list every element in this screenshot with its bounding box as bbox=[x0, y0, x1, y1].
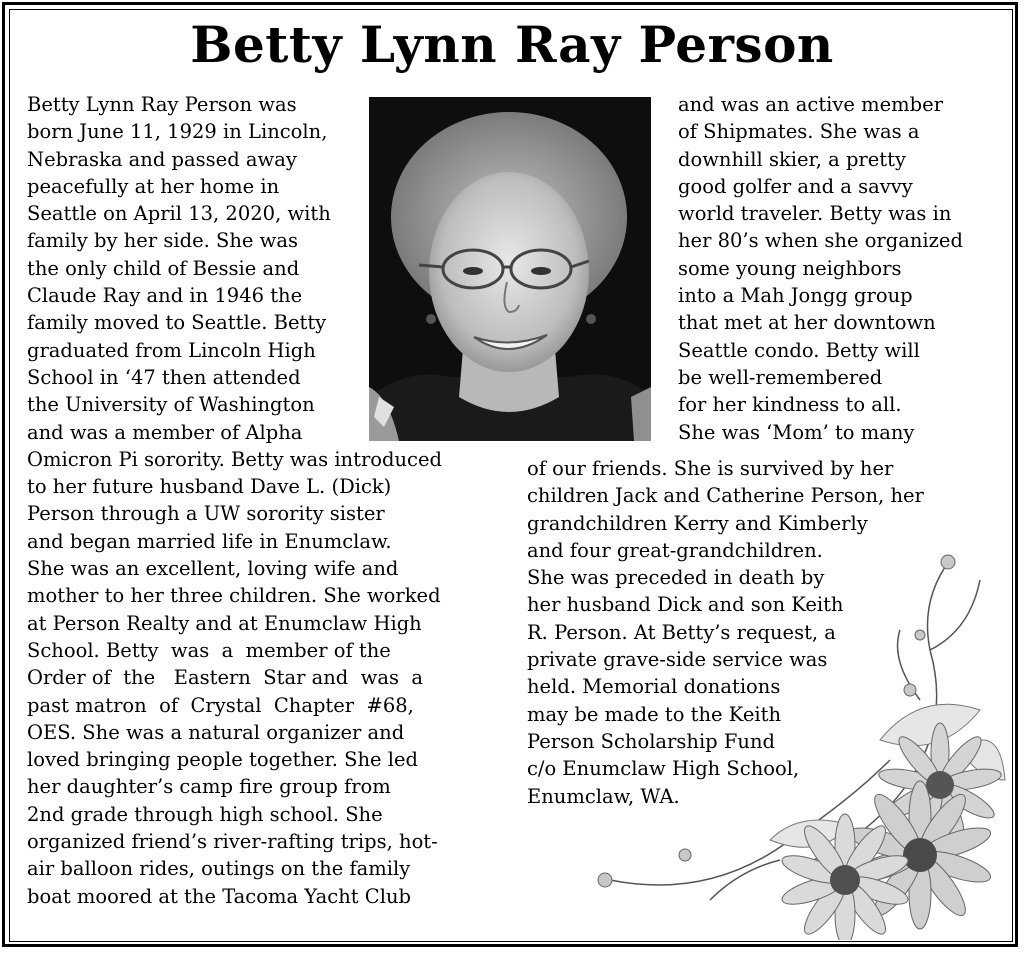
text-line: graduated from Lincoln High bbox=[27, 338, 316, 362]
text-line: good golfer and a savvy bbox=[678, 174, 913, 198]
text-line: OES. She was a natural organizer and bbox=[27, 720, 405, 744]
text-line: 2nd grade through high school. She bbox=[27, 802, 383, 826]
text-line: family moved to Seattle. Betty bbox=[27, 311, 327, 335]
text-line: some young neighbors bbox=[678, 256, 902, 280]
text-line: Order of the Eastern Star and was a bbox=[27, 666, 424, 690]
text-line: past matron of Crystal Chapter #68, bbox=[27, 693, 414, 717]
portrait-photo bbox=[369, 97, 651, 441]
obituary-title: Betty Lynn Ray Person bbox=[190, 15, 834, 74]
text-line: of Shipmates. She was a bbox=[678, 120, 920, 144]
text-line: Person through a UW sorority sister bbox=[27, 502, 385, 526]
text-line: and four great-grandchildren. bbox=[527, 538, 823, 562]
text-line: her daughter’s camp fire group from bbox=[27, 775, 391, 799]
text-line: boat moored at the Tacoma Yacht Club bbox=[27, 884, 411, 908]
text-line: family by her side. She was bbox=[27, 229, 298, 253]
portrait-image bbox=[369, 97, 651, 441]
text-line: She was preceded in death by bbox=[527, 566, 825, 590]
text-line: Seattle condo. Betty will bbox=[678, 338, 920, 362]
text-line: to her future husband Dave L. (Dick) bbox=[27, 475, 392, 499]
text-line: and was a member of Alpha bbox=[27, 420, 303, 444]
text-line: loved bringing people together. She led bbox=[27, 748, 419, 772]
floral-corner-icon bbox=[590, 540, 1010, 940]
text-line: downhill skier, a pretty bbox=[678, 147, 906, 171]
text-line: for her kindness to all. bbox=[678, 393, 902, 417]
text-line: born June 11, 1929 in Lincoln, bbox=[27, 120, 328, 144]
text-line: organized friend’s river-rafting trips, hot- bbox=[27, 830, 438, 854]
text-line: at Person Realty and at Enumclaw High bbox=[27, 611, 422, 635]
text-line: Nebraska and passed away bbox=[27, 147, 297, 171]
text-line: her husband Dick and son Keith bbox=[527, 593, 844, 617]
text-line: the only child of Bessie and bbox=[27, 256, 300, 280]
text-line: c/o Enumclaw High School, bbox=[527, 757, 800, 781]
text-line: Seattle on April 13, 2020, with bbox=[27, 202, 331, 226]
right-text-column-top bbox=[678, 91, 963, 446]
text-line: Enumclaw, WA. bbox=[527, 784, 680, 808]
text-line: and was an active member bbox=[678, 93, 944, 116]
text-line: and began married life in Enumclaw. bbox=[27, 529, 392, 553]
text-line: may be made to the Keith bbox=[527, 702, 782, 726]
text-line: School. Betty was a member of the bbox=[27, 638, 391, 662]
text-line: the University of Washington bbox=[27, 393, 315, 417]
text-line: air balloon rides, outings on the family bbox=[27, 857, 411, 881]
text-line: held. Memorial donations bbox=[527, 675, 781, 699]
text-line: School in ‘47 then attended bbox=[27, 365, 301, 389]
text-line: She was ‘Mom’ to many bbox=[678, 420, 915, 444]
text-line: Omicron Pi sorority. Betty was introduced bbox=[27, 447, 442, 471]
text-line: private grave-side service was bbox=[527, 648, 828, 672]
text-line: grandchildren Kerry and Kimberly bbox=[527, 511, 868, 535]
text-line: children Jack and Catherine Person, her bbox=[527, 484, 924, 508]
text-line: Betty Lynn Ray Person was bbox=[27, 93, 297, 116]
text-line: into a Mah Jongg group bbox=[678, 284, 913, 308]
text-line: She was an excellent, loving wife and bbox=[27, 557, 399, 581]
text-line: her 80’s when she organized bbox=[678, 229, 963, 253]
text-line: peacefully at her home in bbox=[27, 174, 280, 198]
text-line: mother to her three children. She worked bbox=[27, 584, 441, 608]
text-line: Claude Ray and in 1946 the bbox=[27, 284, 303, 308]
text-line: be well-remembered bbox=[678, 365, 883, 389]
text-line: Person Scholarship Fund bbox=[527, 729, 775, 753]
text-line: that met at her downtown bbox=[678, 311, 936, 335]
text-line: world traveler. Betty was in bbox=[678, 202, 952, 226]
text-line: R. Person. At Betty’s request, a bbox=[527, 620, 836, 644]
text-line: of our friends. She is survived by her bbox=[527, 457, 894, 480]
